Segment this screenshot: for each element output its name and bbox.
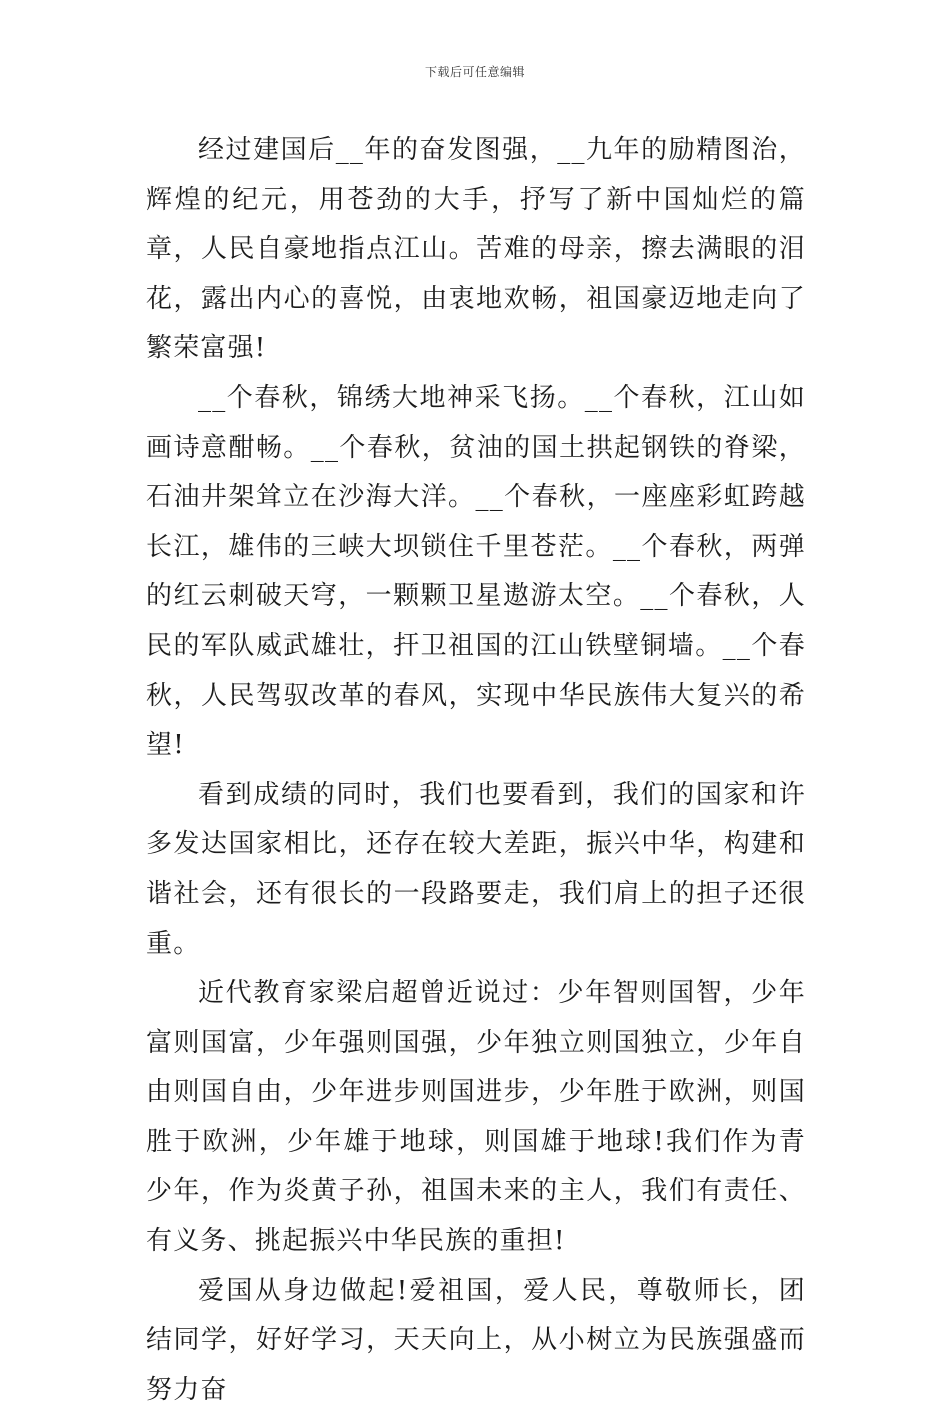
paragraph-2: __个春秋，锦绣大地神采飞扬。__个春秋，江山如画诗意酣畅。__个春秋，贫油的国土拱起钢铁的脊梁，石油井架耸立在沙海大洋。__个春秋，一座座彩虹跨越长江，雄伟的三峡大坝锁住千里苍茫。__个春秋，两弹的红云刺破天穹，一颗颗卫星遨游太空。__个春秋，人民的军队威武雄壮，扞卫祖国的江山铁壁铜墙。__个春秋，人民驾驭改革的春风，实现中华民族伟大复兴的希望! bbox=[146, 382, 806, 761]
page-header: 下载后可任意编辑 bbox=[424, 65, 525, 79]
document-body bbox=[146, 126, 806, 1415]
paragraph-4: 近代教育家梁启超曾近说过：少年智则国智，少年富则国富，少年强则国强，少年独立则国独立，少年自由则国自由，少年进步则国进步，少年胜于欧洲，则国胜于欧洲，少年雄于地球，则国雄于地球!我们作为青少年，作为炎黄子孙，祖国未来的主人，我们有责任、有义务、挑起振兴中华民族的重担! bbox=[146, 978, 806, 1257]
paragraph-5: 爱国从身边做起!爱祖国，爱人民，尊敬师长，团结同学，好好学习，天天向上，从小树立为民族强盛而努力奋 bbox=[146, 1275, 806, 1405]
paragraph-1: 经过建国后__年的奋发图强，__九年的励精图治，辉煌的纪元，用苍劲的大手，抒写了新中国灿烂的篇章，人民自豪地指点江山。苦难的母亲，擦去满眼的泪花，露出内心的喜悦，由衷地欢畅，祖国豪迈地走向了繁荣富强! bbox=[146, 135, 806, 364]
paragraph-3: 看到成绩的同时，我们也要看到，我们的国家和许多发达国家相比，还存在较大差距，振兴中华，构建和谐社会，还有很长的一段路要走，我们肩上的担子还很重。 bbox=[146, 779, 806, 959]
